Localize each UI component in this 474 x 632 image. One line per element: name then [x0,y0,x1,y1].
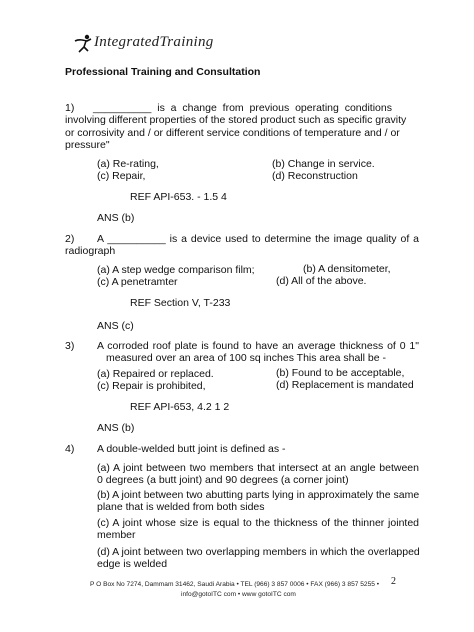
question-4-text: A double-welded butt joint is defined as - [97,443,286,455]
sub-option-b [97,489,419,514]
sub-option-d [97,546,419,571]
question-line: involving different properties of the stored product such as specific gravity [65,114,407,127]
sub-option-line: (d) A joint between two overlapping members in which the overlapped [97,546,420,558]
option-b: (b) Found to be acceptable, [276,367,405,379]
sub-option-a [97,462,419,487]
option-c: (c) Repair is prohibited, [97,380,206,392]
option-c: (c) Repair, [97,170,146,182]
question-line: __________ is a change from previous operating conditions [93,102,392,114]
question-line: or corrosivity and / or different service conditions of temperature and / or [65,126,400,139]
reference: REF Section V, T-233 [130,297,231,309]
page-number: 2 [391,576,396,587]
option-d: (d) Reconstruction [272,170,358,182]
answer: ANS (b) [97,422,135,434]
sub-option-line: (c) A joint whose size is equal to the thickness of the thinner jointed [97,517,419,529]
question-line: A corroded roof plate is found to have an average thickness of 0 1" [97,340,419,352]
question-line: measured over an area of 100 sq inches This area shall be - [106,352,386,365]
option-a: (a) A step wedge comparison film; [97,264,255,276]
logo-figure-icon [74,33,94,53]
question-3-text [97,340,419,365]
page-heading: Professional Training and Consultation [65,66,261,78]
sub-option-line: plane that is welded from both sides [97,501,265,514]
sub-option-line: (b) A joint between two abutting parts lying in approximately the same [97,489,420,501]
question-1-text [65,102,407,152]
logo-text: IntegratedTraining [94,34,214,50]
question-line: A __________ is a device used to determine the image quality of a [97,233,419,245]
question-line: radiograph [65,245,116,258]
sub-option-line: (a) A joint between two members that intersect at an angle between [97,462,419,474]
question-line: pressure" [65,139,110,152]
answer: ANS (c) [97,320,134,332]
reference: REF API-653, 4.2 1 2 [130,401,230,413]
question-2-text [65,233,419,258]
option-a: (a) Re-rating, [97,158,159,170]
sub-option-c [97,517,419,542]
option-c: (c) A penetramter [97,276,178,288]
answer: ANS (b) [97,212,135,224]
option-d: (d) All of the above. [276,275,367,287]
option-b: (b) Change in service. [272,158,375,170]
question-1-number: 1) [65,102,75,114]
reference: REF API-653. - 1.5 4 [130,191,227,203]
sub-option-line: member [97,529,136,542]
option-a: (a) Repaired or replaced. [97,368,214,380]
footer-address: P O Box No 7274, Dammam 31462, Saudi Arabia • TEL (966) 3 857 0006 • FAX (966) 3 857 5255 • [90,581,380,588]
question-3-number: 3) [65,340,75,352]
question-2-number: 2) [65,233,75,245]
question-4-number: 4) [65,443,75,455]
option-b: (b) A densitometer, [303,263,391,275]
sub-option-line: edge is welded [97,558,168,571]
sub-option-line: 0 degrees (a butt joint) and 90 degrees (a corner joint) [97,474,349,487]
footer-contact: info@gotoITC com • www gotoITC com [181,591,296,598]
option-d: (d) Replacement is mandated [276,379,414,391]
